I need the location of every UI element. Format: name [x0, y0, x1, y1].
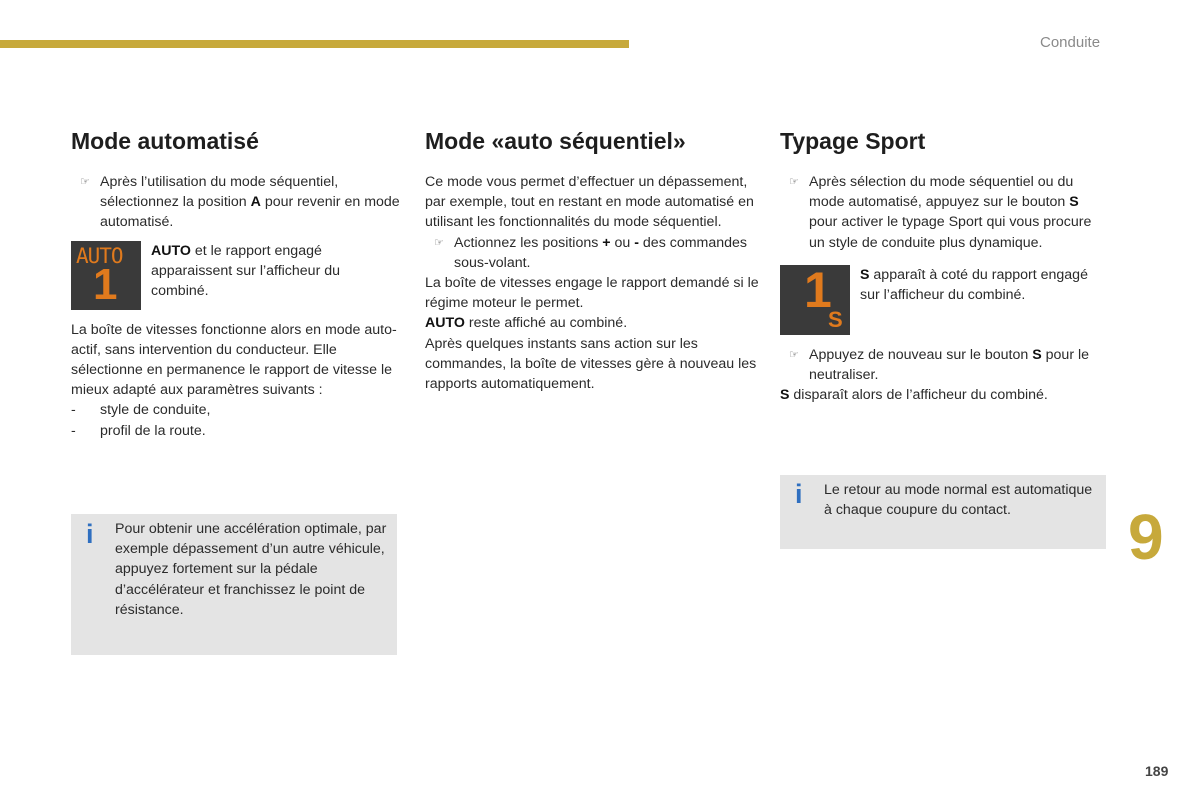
display-illustration-row	[780, 261, 1110, 335]
info-text: Le retour au mode normal est automatique à chaque coupure du contact.	[824, 482, 1093, 519]
pointing-hand-icon: ☞	[789, 176, 799, 188]
section-title: Conduite	[1040, 34, 1101, 51]
heading-mode-automatise: Mode automatisé	[71, 128, 259, 154]
column-mode-automatise	[71, 126, 401, 441]
column-typage-sport	[780, 126, 1110, 405]
instruction-bullet: ☞ Actionnez les positions + ou - des commandes sous-volant.	[434, 234, 748, 271]
heading-typage-sport: Typage Sport	[780, 128, 926, 154]
body-paragraph: Ce mode vous permet d’effectuer un dépassement, par exemple, tout en restant en mode automatisé en utilisant les fonctionnalités du mode séquentiel.	[425, 174, 754, 231]
display-gear-digit: 1	[93, 259, 118, 309]
info-icon: i	[795, 479, 803, 509]
chapter-number: 9	[1128, 501, 1164, 573]
instruction-bullet: ☞ Après l’utilisation du mode séquentiel, sélectionnez la position A pour revenir en mode automatisé.	[80, 174, 400, 231]
column-mode-auto-sequentiel	[425, 126, 760, 394]
body-paragraph: La boîte de vitesses engage le rapport demandé si le régime moteur le permet.	[425, 275, 759, 312]
list-item: - profil de la route.	[71, 422, 206, 439]
info-icon: i	[86, 519, 94, 549]
display-sport-indicator: S	[828, 306, 843, 332]
list-item: - style de conduite,	[71, 402, 211, 419]
pointing-hand-icon: ☞	[789, 348, 799, 361]
info-text: Pour obtenir une accélération optimale, par exemple dépassement d’un autre véhicule, appuyez fortement sur la pédale d’accélérateur et franchissez le point de résistance.	[115, 521, 387, 618]
pointing-hand-icon: ☞	[434, 236, 444, 249]
display-caption: S apparaît à coté du rapport engagé sur l’afficheur du combiné.	[860, 266, 1088, 304]
header-accent-rule	[0, 40, 629, 48]
instrument-display-auto	[71, 241, 141, 310]
instruction-bullet: ☞ Après sélection du mode séquentiel ou du mode automatisé, appuyez sur le bouton S pour activer le typage Sport qui vous procure un style de conduite plus dynamique.	[789, 174, 1092, 251]
display-illustration-row	[71, 241, 401, 310]
heading-mode-auto-sequentiel: Mode «auto séquentiel»	[425, 128, 686, 154]
info-box-acceleration	[71, 514, 397, 655]
page-number: 189	[1145, 763, 1169, 779]
body-paragraph: S disparaît alors de l’afficheur du combiné.	[780, 387, 1048, 404]
display-caption: AUTO et le rapport engagé apparaissent sur l’afficheur du combiné.	[151, 242, 341, 300]
body-paragraph: La boîte de vitesses fonctionne alors en mode auto-actif, sans intervention du conducteur. Elle sélectionne en permanence le rapport de vitesse le mieux adapté aux paramètres suivants :	[71, 321, 397, 399]
pointing-hand-icon: ☞	[80, 176, 90, 188]
instruction-bullet: ☞ Appuyez de nouveau sur le bouton S pour le neutraliser.	[789, 346, 1090, 384]
display-gear-digit: 1	[804, 261, 832, 318]
info-box-normal-mode	[780, 475, 1106, 549]
instrument-display-sport	[780, 261, 850, 335]
body-paragraph: Après quelques instants sans action sur les commandes, la boîte de vitesses gère à nouveau les rapports automatiquement.	[425, 335, 757, 393]
display-auto-text: AUTO	[76, 243, 123, 268]
body-paragraph: AUTO reste affiché au combiné.	[425, 315, 628, 332]
